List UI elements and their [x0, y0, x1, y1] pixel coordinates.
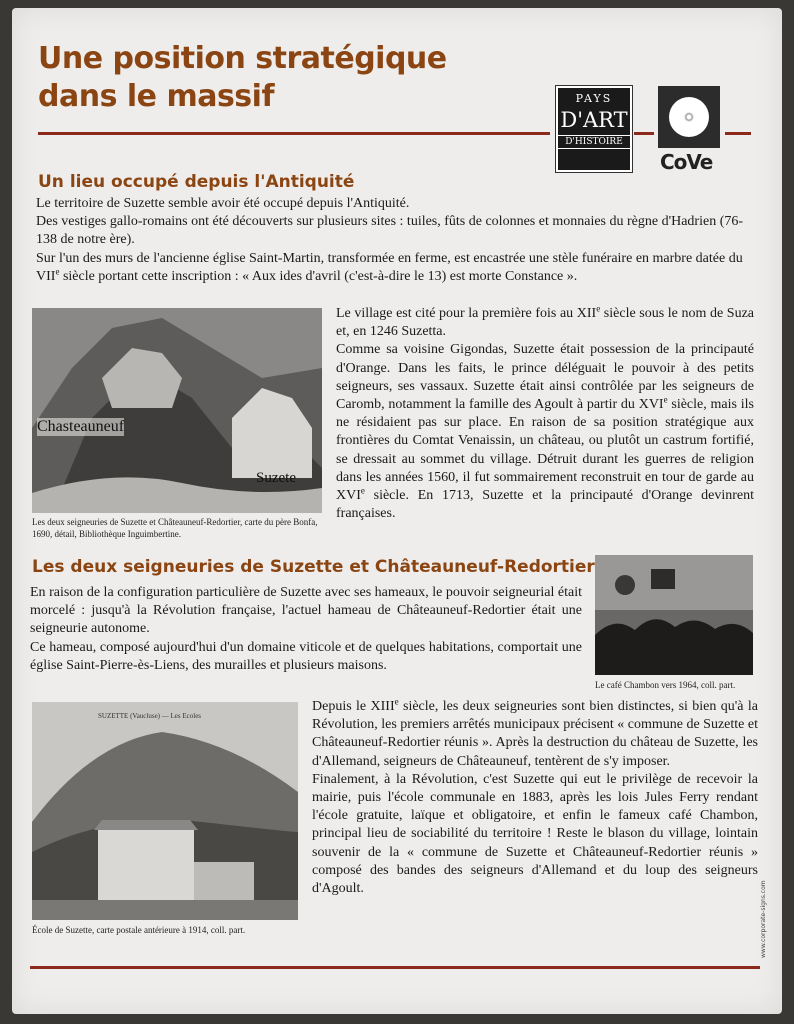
- section2-intro: [30, 584, 582, 675]
- section1-para1: Le territoire de Suzette semble avoir été occupé depuis l'Antiquité.: [36, 196, 410, 211]
- page-title: [38, 40, 447, 116]
- cove-logo-text: CoVe: [660, 150, 713, 174]
- title-rule: [38, 132, 550, 135]
- map-label-chasteauneuf: Chasteauneuf: [37, 418, 125, 435]
- section2-para3: Depuis le XIIIe siècle, les deux seigneuries sont bien distinctes, si bien qu'à la Révolution, les premiers arrêtés municipaux précisent « commune de Suzette et Châteauneuf-Redortier réunis ». Après la destruction du château de Suzette, les d'Allemand, seigneurs de Châteauneuf, tentèrent de s'y imposer.: [312, 696, 758, 769]
- map-caption: Les deux seigneuries de Suzette et Châteauneuf-Redortier, carte du père Bonfa, 1690, détail, Bibliothèque Inguimbertine.: [32, 517, 318, 539]
- section2-para1: En raison de la configuration particulière de Suzette avec ses hameaux, le pouvoir seigneurial était morcelé : jusqu'à la Révolution française, l'actuel hameau de Châteauneuf-Redortier était une seigneurie autonome.: [30, 585, 582, 637]
- postcard-header: SUZETTE (Vaucluse) — Les Ecoles: [98, 712, 202, 720]
- map-label-suzete: Suzete: [256, 470, 296, 486]
- cove-logo: [658, 86, 720, 148]
- village-para: Le village est cité pour la première fois au XIIe siècle sous le nom de Suza et, en 1246 Suzetta.: [336, 303, 755, 340]
- school-caption: École de Suzette, carte postale antérieure à 1914, coll. part.: [32, 925, 246, 935]
- gigondas-para: Comme sa voisine Gigondas, Suzette était possession de la principauté d'Orange. Dans les faits, le prince déléguait le pouvoir à des petits seigneurs, ses vassaux. Suzette était ainsi contrôlée par les seigneurs de Caromb, notamment la famille des Agoult à partir du XVIe siècle, mais ils ne résidaient pas sur place. En raison de sa position stratégique aux frontières du Comtat Venaissin, un château, ou plutôt un castrum fortifié, se dressait au sommet du village. Détruit durant les guerres de religion dans les années 1560, il fut sommairement reconstruit en tour de garde au XVIe siècle. En 1713, Suzette et la principauté d'Orange devinrent françaises.: [336, 342, 754, 522]
- school-postcard-image: [32, 702, 298, 920]
- section1-village-text: [336, 305, 754, 523]
- section2-para4: Finalement, à la Révolution, c'est Suzette qui eut le privilège de recevoir la mairie, puis l'école communale en 1883, après les lois Jules Ferry rendant l'école gratuite, laïque et obligatoire, et enfin le fameux café Chambon, principal lieu de sociabilité du territoire ! Reste le blason du village, lointain souvenir de la « commune de Suzette et Châteauneuf-Redortier réunis » composé des bandes des seigneurs d'Allemand et du loup des seigneurs d'Agoult.: [312, 771, 758, 897]
- section1-heading: Un lieu occupé depuis l'Antiquité: [38, 172, 355, 192]
- section2-heading: Les deux seigneuries de Suzette et Châteauneuf-Redortier: [32, 557, 595, 577]
- title-line-1: Une position stratégique: [38, 41, 447, 76]
- section1-para2: Des vestiges gallo-romains ont été découverts sur plusieurs sites : tuiles, fûts de colonnes et monnaies du règne d'Hadrien (76-138 de notre ère).: [36, 214, 744, 248]
- cove-flower-icon: [669, 97, 709, 137]
- credit-text: www.corporate-signs.com: [760, 880, 767, 958]
- cafe-caption: Le café Chambon vers 1964, coll. part.: [595, 680, 736, 690]
- section2-para2: Ce hameau, composé aujourd'hui d'un domaine viticole et de quelques habitations, comportait une église Saint-Pierre-ès-Liens, des murailles et plusieurs maisons.: [30, 639, 582, 673]
- section2-history-text: [312, 698, 758, 898]
- title-line-2: dans le massif: [38, 79, 275, 114]
- cafe-chambon-photo: [595, 555, 753, 675]
- pays-art-histoire-logo: PAYS D'ART D'HISTOIRE: [556, 86, 632, 172]
- map-engraving-image: [32, 308, 322, 513]
- logo-divider-dash-right: [725, 132, 751, 135]
- bottom-rule: [30, 966, 760, 969]
- logo-divider-dash: [634, 132, 654, 135]
- section1-intro: [36, 195, 754, 286]
- section1-para3: Sur l'un des murs de l'ancienne église Saint-Martin, transformée en ferme, est encastrée une stèle funéraire en marbre datée du VIIe siècle portant cette inscription : « Aux ides d'avril (c'est-à-dire le 13) est morte Constance ».: [36, 250, 743, 284]
